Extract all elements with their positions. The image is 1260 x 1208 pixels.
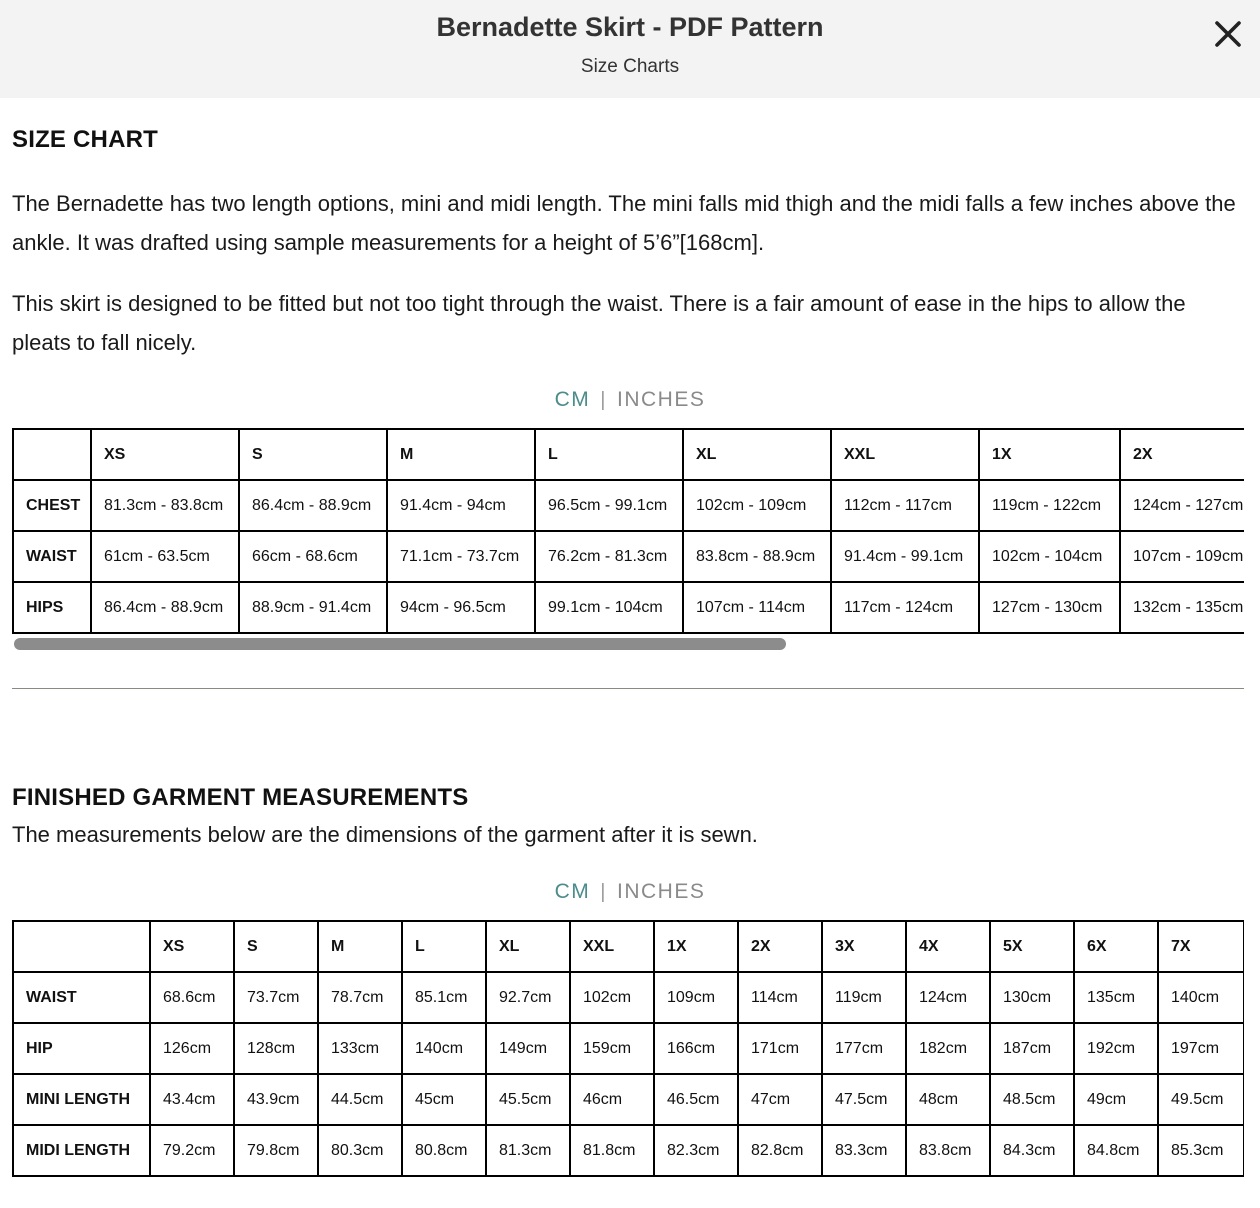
row-label: WAIST [13,531,91,582]
table-cell: 79.2cm [150,1125,234,1176]
table-cell: 45.5cm [486,1074,570,1125]
unit-cm-button[interactable]: CM [554,880,591,903]
table-cell: 86.4cm - 88.9cm [91,582,239,633]
table-cell: 112cm - 117cm [831,480,979,531]
garment-table-scroller [12,920,1244,1180]
table-cell: 182cm [906,1023,990,1074]
section-divider [12,688,1244,689]
table-header-cell: 1X [979,429,1120,480]
row-label: WAIST [13,972,150,1023]
table-cell: 109cm [654,972,738,1023]
row-label: HIP [13,1023,150,1074]
table-header-cell: XXL [570,921,654,972]
modal-subtitle: Size Charts [580,56,680,77]
table-cell: 71.1cm - 73.7cm [387,531,535,582]
table-cell: 166cm [654,1023,738,1074]
table-header-cell: 1X [654,921,738,972]
table-header-cell: M [318,921,402,972]
table-header-cell: XS [150,921,234,972]
table-cell: 48cm [906,1074,990,1125]
table-cell: 91.4cm - 94cm [387,480,535,531]
table-cell: 45cm [402,1074,486,1125]
unit-toggle-garment [0,880,1260,904]
table-header-cell: S [234,921,318,972]
table-row [13,1074,1244,1125]
table-cell: 76.2cm - 81.3cm [535,531,683,582]
table-row [13,480,1244,531]
unit-cm-button[interactable]: CM [554,388,591,411]
table-header-cell: 2X [738,921,822,972]
table-header-cell: L [535,429,683,480]
table-row [13,582,1244,633]
table-cell: 192cm [1074,1023,1158,1074]
table-row [13,1125,1244,1176]
table-cell: 81.8cm [570,1125,654,1176]
table-cell: 66cm - 68.6cm [239,531,387,582]
table-cell: 88.9cm - 91.4cm [239,582,387,633]
table-cell: 124cm [906,972,990,1023]
table-cell: 149cm [486,1023,570,1074]
table-cell: 68.6cm [150,972,234,1023]
table-cell: 86.4cm - 88.9cm [239,480,387,531]
table-row [13,972,1244,1023]
table-cell: 49cm [1074,1074,1158,1125]
table-cell: 94cm - 96.5cm [387,582,535,633]
size-chart-table [12,428,1244,634]
table-header-cell: L [402,921,486,972]
row-label: MIDI LENGTH [13,1125,150,1176]
table-cell: 80.3cm [318,1125,402,1176]
table-header-cell: XL [486,921,570,972]
table-cell: 91.4cm - 99.1cm [831,531,979,582]
table-cell: 84.3cm [990,1125,1074,1176]
table-cell: 107cm - 109cm [1120,531,1244,582]
table-cell: 126cm [150,1023,234,1074]
table-cell: 80.8cm [402,1125,486,1176]
unit-separator: | [600,389,607,411]
table-cell: 44.5cm [318,1074,402,1125]
table-cell: 132cm - 135cm [1120,582,1244,633]
table-header-cell: M [387,429,535,480]
table-header-cell [13,429,91,480]
unit-inches-button[interactable]: INCHES [617,388,706,411]
table-row [13,1023,1244,1074]
table-header-cell: 3X [822,921,906,972]
table-cell: 102cm [570,972,654,1023]
table-header-cell: 6X [1074,921,1158,972]
table-cell: 140cm [1158,972,1244,1023]
table-cell: 135cm [1074,972,1158,1023]
table-header-cell: 5X [990,921,1074,972]
size-chart-title: SIZE CHART [12,126,158,153]
table-cell: 48.5cm [990,1074,1074,1125]
table-cell: 82.8cm [738,1125,822,1176]
table-cell: 124cm - 127cm [1120,480,1244,531]
garment-section-title: FINISHED GARMENT MEASUREMENTS [12,784,469,811]
table-cell: 47.5cm [822,1074,906,1125]
garment-description: The measurements below are the dimensions of the garment after it is sewn. [12,822,758,847]
table-cell: 177cm [822,1023,906,1074]
table-cell: 85.3cm [1158,1125,1244,1176]
table-cell: 78.7cm [318,972,402,1023]
table-header-cell: 2X [1120,429,1244,480]
table-cell: 171cm [738,1023,822,1074]
table-header-cell: 4X [906,921,990,972]
table-cell: 49.5cm [1158,1074,1244,1125]
table-cell: 130cm [990,972,1074,1023]
size-chart-table-scroller[interactable] [12,428,1244,636]
table-cell: 102cm - 104cm [979,531,1120,582]
unit-toggle-size-chart [0,388,1260,412]
table-cell: 107cm - 114cm [683,582,831,633]
horizontal-scrollbar[interactable] [14,638,1244,650]
table-cell: 197cm [1158,1023,1244,1074]
table-cell: 79.8cm [234,1125,318,1176]
table-header-row [13,429,1244,480]
modal-header [0,0,1260,98]
table-header-cell: XL [683,429,831,480]
table-cell: 114cm [738,972,822,1023]
table-cell: 83.3cm [822,1125,906,1176]
table-header-row [13,921,1244,972]
table-header-cell: XS [91,429,239,480]
table-row [13,531,1244,582]
size-chart-description-2: This skirt is designed to be fitted but not too tight through the waist. There is a fair amount of ease in the hips to allow the pleats to fall nicely. [12,291,1186,355]
table-cell: 133cm [318,1023,402,1074]
table-header-cell: S [239,429,387,480]
table-cell: 128cm [234,1023,318,1074]
table-header-cell: 7X [1158,921,1244,972]
modal-title: Bernadette Skirt - PDF Pattern [436,12,824,42]
table-cell: 85.1cm [402,972,486,1023]
table-cell: 96.5cm - 99.1cm [535,480,683,531]
unit-separator: | [600,881,607,903]
close-icon[interactable] [1212,18,1244,50]
table-cell: 119cm [822,972,906,1023]
table-cell: 46cm [570,1074,654,1125]
table-cell: 159cm [570,1023,654,1074]
table-cell: 43.9cm [234,1074,318,1125]
table-cell: 187cm [990,1023,1074,1074]
table-cell: 92.7cm [486,972,570,1023]
table-cell: 82.3cm [654,1125,738,1176]
unit-inches-button[interactable]: INCHES [617,880,706,903]
table-cell: 119cm - 122cm [979,480,1120,531]
table-cell: 140cm [402,1023,486,1074]
table-cell: 47cm [738,1074,822,1125]
row-label: CHEST [13,480,91,531]
table-cell: 81.3cm [486,1125,570,1176]
table-cell: 127cm - 130cm [979,582,1120,633]
table-cell: 83.8cm [906,1125,990,1176]
table-cell: 83.8cm - 88.9cm [683,531,831,582]
table-cell: 81.3cm - 83.8cm [91,480,239,531]
table-header-cell: XXL [831,429,979,480]
table-cell: 73.7cm [234,972,318,1023]
table-cell: 99.1cm - 104cm [535,582,683,633]
scrollbar-thumb[interactable] [14,638,786,650]
table-cell: 61cm - 63.5cm [91,531,239,582]
row-label: HIPS [13,582,91,633]
size-chart-description-1: The Bernadette has two length options, mini and midi length. The mini falls mid thigh and the midi falls a few inches above the ankle. It was drafted using sample measurements for a height of 5’6”[168cm]. [12,191,1236,255]
garment-table [12,920,1244,1177]
table-header-cell [13,921,150,972]
table-cell: 46.5cm [654,1074,738,1125]
table-cell: 43.4cm [150,1074,234,1125]
row-label: MINI LENGTH [13,1074,150,1125]
table-cell: 117cm - 124cm [831,582,979,633]
table-cell: 102cm - 109cm [683,480,831,531]
table-cell: 84.8cm [1074,1125,1158,1176]
